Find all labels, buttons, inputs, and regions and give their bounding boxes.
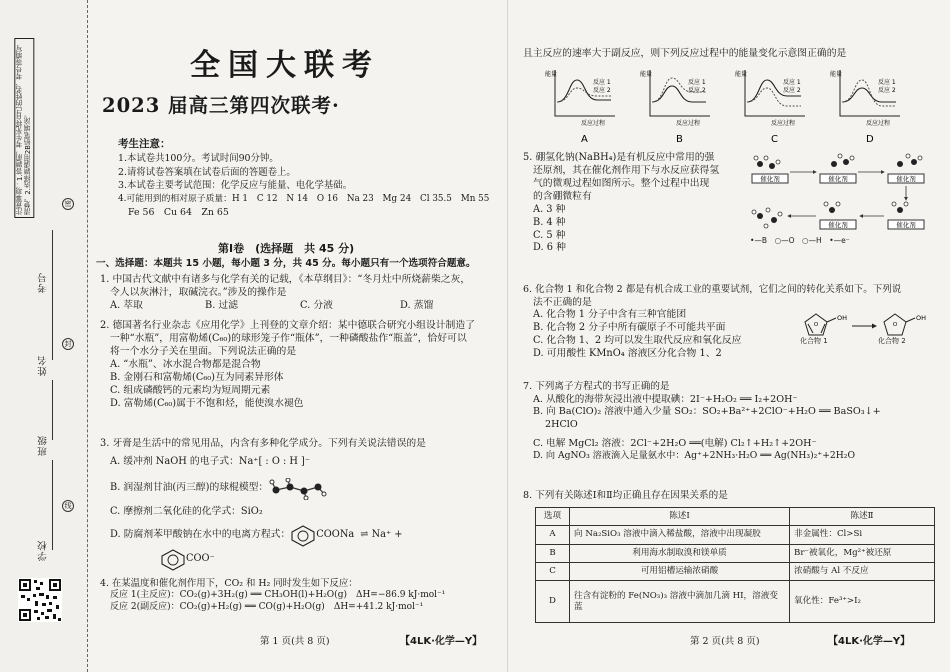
graph-xlabel: 反应过程 — [866, 120, 891, 127]
qr-code — [18, 578, 62, 622]
graph-xlabel: 反应过程 — [676, 120, 701, 127]
class-line — [52, 380, 53, 440]
section-instruction: 一、选择题：本题共 15 小题，每小题 3 分，共 45 分。每小题只有一个选项符合题意。 — [96, 258, 476, 269]
q4-reaction: 反应 1(主反应)：CO₂(g)+3H₂(g) ══ CH₃OH(l)+H₂O(g) ΔH=−86.9 kJ·mol⁻¹ — [110, 590, 446, 601]
table-header-row — [536, 508, 935, 526]
graph-ylabel: 能量 — [735, 71, 748, 78]
table-cell: A — [536, 526, 570, 544]
mechanism-legend: •—B ○—O ○—H •—e⁻ — [750, 236, 850, 245]
paper-code: 【4LK·化学—Y】 — [400, 636, 483, 647]
q5-stem: 气的微观过程如图所示。整个过程中出现 — [533, 177, 710, 189]
graph-legend-r1: 反应 1 — [688, 79, 706, 86]
energy-graph-B — [640, 70, 710, 145]
table-cell: B — [536, 544, 570, 562]
table-cell: 非金属性：Cl>Si — [790, 526, 935, 544]
q3-anion — [100, 549, 500, 571]
catalyst-label: 催化剂 — [760, 175, 780, 183]
q1-stem: 令人以灰淋汁，取碱浣衣。”涉及的操作是 — [110, 286, 287, 298]
option: C. 电解 MgCl₂ 溶液：2Cl⁻+2H₂O ══(电解) Cl₂↑+H₂↑+2OH⁻ — [533, 437, 817, 449]
graph-letter: C — [771, 134, 778, 145]
question-7 — [523, 381, 938, 462]
table-header: 选项 — [536, 508, 570, 526]
energy-diagram-set — [545, 66, 925, 146]
section-title: 第Ⅰ卷 (选择题 共 45 分) — [218, 242, 355, 255]
graph-letter: B — [676, 134, 683, 145]
option: C. 5 种 — [533, 229, 566, 241]
graph-letter: D — [866, 134, 874, 145]
option-d — [100, 525, 500, 547]
compound-1-label: 化合物 1 — [800, 337, 828, 345]
table-header: 陈述Ⅱ — [790, 508, 935, 526]
binding-strip — [0, 0, 88, 672]
q8-stem: 8. 下列有关陈述Ⅰ和Ⅱ均正确且存在因果关系的是 — [523, 490, 728, 501]
notes-heading: 考生注意： — [118, 138, 171, 150]
option: B. 金刚石和富勒烯(C₆₀)互为同素异形体 — [110, 371, 284, 383]
option: D. 可用酸性 KMnO₄ 溶液区分化合物 1、2 — [533, 348, 722, 360]
table-cell: 浓硝酸与 Al 不反应 — [790, 563, 935, 581]
graph-ylabel: 能量 — [640, 71, 653, 78]
q4-continuation: 且主反应的速率大于副反应，则下列反应过程中的能量变化示意图正确的是 — [523, 48, 847, 59]
option: A. 3 种 — [533, 203, 566, 215]
page-number: 第 2 页(共 8 页) — [690, 636, 760, 647]
option: D. 蒸馏 — [400, 299, 434, 311]
q6-stem: 6. 化合物 1 和化合物 2 都是有机合成工业的重要试剂，它们之间的转化关系如下。下列说 — [523, 284, 902, 295]
svg-text:OH: OH — [916, 314, 927, 322]
exam-title: 全国大联考 — [190, 48, 380, 83]
formula-text: COONa — [316, 529, 355, 541]
option: B. 向 Ba(ClO)₂ 溶液中通入少量 SO₂：SO₂+Ba²⁺+2ClO⁻+H₂O ══ BaSO₃↓+ — [533, 406, 881, 418]
school-label: 学校 — [38, 540, 49, 561]
graph-xlabel: 反应过程 — [771, 120, 796, 127]
q4-reaction: 反应 2(副反应)：CO₂(g)+H₂(g) ══ CO(g)+H₂O(g) ΔH=+41.2 kJ·mol⁻¹ — [110, 602, 424, 613]
table-cell: 氧化性：Fe³⁺>I₂ — [790, 581, 935, 623]
page-fold — [507, 0, 508, 672]
table-cell: Br⁻被氧化，Mg²⁺被还原 — [790, 544, 935, 562]
q4-stem: 4. 在某温度和催化剂作用下，CO₂ 和 H₂ 同时发生如下反应： — [100, 578, 358, 589]
option: D. 富勒烯(C₆₀)属于不饱和烃，能使溴水褪色 — [110, 397, 304, 409]
note-item: 4.可能用到的相对原子质量：H 1 C 12 N 14 O 16 Na 23 Mg 24 Cl 35.5 Mn 55 — [118, 194, 490, 205]
id-label: 考号 — [38, 272, 49, 293]
exam-notes — [118, 137, 498, 219]
svg-text:O: O — [892, 322, 898, 328]
catalyst-label: 催化剂 — [828, 221, 848, 229]
seal-circle: 封 — [62, 338, 74, 350]
option: C. 化合物 1、2 均可以发生取代反应和氧化反应 — [533, 335, 742, 347]
graph-legend-r1: 反应 1 — [783, 79, 801, 86]
table-cell: 利用海水制取溴和镁单质 — [570, 544, 790, 562]
compound-conversion — [800, 308, 940, 350]
question-2 — [100, 320, 500, 410]
catalyst-label: 催化剂 — [896, 175, 916, 183]
table-row — [536, 526, 935, 544]
page-number: 第 1 页(共 8 页) — [260, 636, 330, 647]
note-item: Fe 56 Cu 64 Zn 65 — [128, 206, 229, 218]
exam-subtitle: 2023 届高三第四次联考· — [102, 94, 340, 117]
table-row — [536, 544, 935, 562]
energy-graph-C — [735, 70, 805, 145]
name-label: 姓名 — [38, 355, 49, 376]
q1-options — [100, 300, 500, 313]
class-label: 班级 — [38, 435, 49, 456]
option: A. “水瓶”、冰水混合物都是混合物 — [110, 358, 261, 370]
q2-stem: 2. 德国著名行业杂志《应用化学》上刊登的文章介绍：某中德联合研究小组设计制造了 — [100, 320, 475, 331]
catalyst-label: 催化剂 — [896, 221, 916, 229]
option: D. 6 种 — [533, 242, 566, 254]
q1-stem: 1. 中国古代文献中有诸多与化学有关的记载，《本草纲目》：“冬月灶中所烧薪柴之灰， — [100, 274, 471, 285]
name-line — [52, 300, 53, 360]
q5-stem: 还原剂，其在催化剂作用下与水反应获得氢 — [533, 164, 720, 176]
school-line — [52, 460, 53, 550]
formula-text: ⇌ Na⁺ + — [360, 529, 403, 541]
table-row — [536, 581, 935, 623]
question-3 — [100, 438, 500, 571]
table-row — [536, 563, 935, 581]
option: D. 向 AgNO₃ 溶液滴入足量氨水中：Ag⁺+2NH₃·H₂O ══ Ag(NH₃)₂⁺+2H₂O — [533, 450, 855, 462]
option: B. 化合物 2 分子中所有碳原子不可能共平面 — [533, 322, 726, 334]
q3-stem: 3. 牙膏是生活中的常见用品，内含有多种化学成分。下列有关说法错误的是 — [100, 438, 426, 449]
catalyst-label: 催化剂 — [828, 175, 848, 183]
svg-text:O: O — [813, 322, 819, 328]
q2-stem: 将一个水分子关在里面。下列说法正确的是 — [110, 345, 297, 357]
benzene-ring-icon — [290, 525, 316, 547]
q2-stem: 一种“水瓶”，用富勒烯(C₆₀)的球形笼子作“瓶体”，一种磷酸盐作“瓶盖”，恰好可以 — [110, 332, 467, 344]
energy-graphs — [545, 66, 925, 146]
option-continued: 2HClO — [545, 418, 578, 430]
graph-legend-r2: 反应 2 — [878, 87, 896, 94]
option: C. 摩擦剂二氧化硅的化学式：SiO₂ — [110, 505, 263, 517]
note-item: 1.本试卷共100分。考试时间90分钟。 — [118, 153, 279, 165]
table-cell: 向 Na₂SiO₃ 溶液中滴入稀盐酸，溶液中出现凝胶 — [570, 526, 790, 544]
q5-stem: 5. 硼氢化钠(NaBH₄)是有机反应中常用的强 — [523, 152, 715, 163]
option: B. 4 种 — [533, 216, 566, 228]
option: D. 防腐剂苯甲酸钠在水中的电离方程式： — [110, 529, 291, 541]
table-cell: C — [536, 563, 570, 581]
formula-text: COO⁻ — [186, 553, 215, 565]
option: A. 化合物 1 分子中含有三种官能团 — [533, 309, 687, 321]
paper-code: 【4LK·化学—Y】 — [828, 636, 911, 647]
graph-ylabel: 能量 — [830, 71, 843, 78]
statement-table — [535, 507, 935, 623]
question-1 — [100, 274, 500, 313]
catalyst-mechanism-figure — [740, 150, 940, 250]
energy-graph-D — [830, 70, 900, 145]
option: B. 润湿剂甘油(丙三醇)的球棍模型： — [110, 482, 269, 494]
table-cell: 可用铝槽运输浓硝酸 — [570, 563, 790, 581]
graph-ylabel: 能量 — [545, 71, 558, 78]
option: C. 组成磷酸钙的元素均为短周期元素 — [110, 384, 271, 396]
graph-legend-r2: 反应 2 — [688, 87, 706, 94]
option: C. 分液 — [300, 299, 333, 311]
energy-graph-A — [545, 70, 615, 145]
graph-legend-r2: 反应 2 — [783, 87, 801, 94]
benzene-ring-icon — [160, 549, 186, 571]
mechanism-diagram — [740, 150, 940, 250]
note-item: 3.本试卷主要考试范围：化学反应与能量、电化学基础。 — [118, 180, 352, 192]
exam-notice-box: 注意事项：1.答题前，考生先将自己的姓名、考号等填写清楚。2.选择题请用2B铅笔填涂。 — [14, 38, 34, 218]
seal-circle: 线 — [62, 500, 74, 512]
option: A. 缓冲剂 NaOH 的电子式：Na⁺[ : O : H ]⁻ — [110, 455, 311, 467]
graph-letter: A — [581, 134, 588, 145]
seal-circle: 密 — [62, 198, 74, 210]
option-b — [100, 478, 500, 500]
q7-stem: 7. 下列离子方程式的书写正确的是 — [523, 381, 670, 392]
question-5 — [523, 152, 738, 255]
question-4 — [100, 578, 500, 614]
graph-legend-r2: 反应 2 — [593, 87, 611, 94]
id-line — [52, 230, 53, 300]
svg-text:OH: OH — [837, 314, 848, 322]
graph-legend-r1: 反应 1 — [593, 79, 611, 86]
table-cell: D — [536, 581, 570, 623]
q5-stem: 的含硼微粒有 — [533, 190, 592, 202]
glycerol-ball-stick-model — [268, 478, 328, 500]
table-cell: 往含有淀粉的 Fe(NO₃)₃ 溶液中滴加几滴 HI，溶液变蓝 — [570, 581, 790, 623]
option: B. 过滤 — [205, 299, 239, 311]
graph-xlabel: 反应过程 — [581, 120, 606, 127]
table-header: 陈述Ⅰ — [570, 508, 790, 526]
q6-stem: 法不正确的是 — [533, 296, 592, 308]
graph-legend-r1: 反应 1 — [878, 79, 896, 86]
option: A. 从酸化的海带灰浸出液中提取碘：2I⁻+H₂O₂ ══ I₂+2OH⁻ — [533, 393, 798, 405]
compound-2-label: 化合物 2 — [878, 337, 906, 345]
note-item: 2.请将试卷答案填在试卷后面的答题卷上。 — [118, 166, 296, 178]
option: A. 萃取 — [110, 299, 143, 311]
